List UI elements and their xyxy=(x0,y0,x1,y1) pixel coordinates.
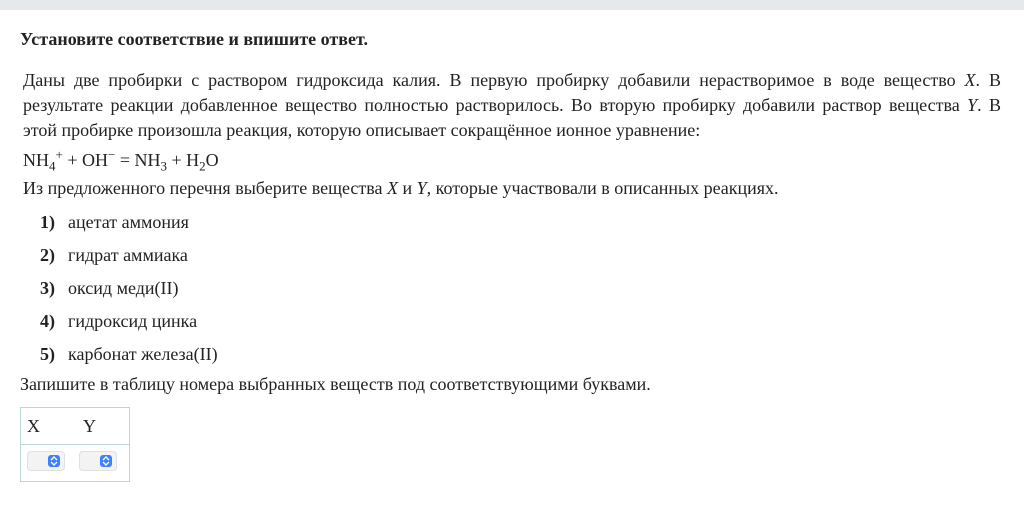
eq-sup-plus: + xyxy=(55,147,63,162)
question-x: X xyxy=(386,178,398,198)
eq-sub2: 2 xyxy=(199,158,206,174)
eq-oh: + OH xyxy=(62,150,108,170)
option-item xyxy=(40,243,1004,276)
option-item xyxy=(40,210,1004,243)
ionic-equation xyxy=(23,148,1004,172)
var-y: Y xyxy=(967,95,978,115)
question-text xyxy=(23,176,1004,200)
select-cell-y xyxy=(73,445,130,482)
eq-sup-minus: − xyxy=(108,147,116,162)
option-text: ацетат аммония xyxy=(68,212,189,232)
option-item xyxy=(40,342,1004,375)
eq-o: O xyxy=(205,150,219,170)
option-number: 5) xyxy=(40,344,55,364)
top-bar xyxy=(0,0,1024,10)
option-text: карбонат железа(II) xyxy=(68,344,218,364)
select-x[interactable] xyxy=(27,451,65,471)
answer-table-input-row xyxy=(21,445,130,482)
question-part2: , которые участвовали в описанных реакциях. xyxy=(426,178,779,198)
answer-table xyxy=(20,407,130,482)
instruction-title: Установите соответствие и впишите ответ. xyxy=(20,29,368,49)
header-y: Y xyxy=(73,408,130,445)
question-y: Y xyxy=(416,178,427,198)
answer-table-header-row xyxy=(21,408,130,445)
option-number: 2) xyxy=(40,245,55,265)
select-arrows-icon xyxy=(100,455,112,467)
select-arrows-icon xyxy=(48,455,60,467)
eq-h: + H xyxy=(167,150,200,170)
option-text: гидрат аммиака xyxy=(68,245,188,265)
table-prompt: Запишите в таблицу номера выбранных веществ под соответствующими буквами. xyxy=(20,374,651,394)
task-text xyxy=(23,68,1001,143)
task-text-part1: Даны две пробирки с раствором гидроксида калия. В первую пробирку добавили нерастворимое в воде вещество xyxy=(23,70,965,90)
var-x: X xyxy=(964,70,976,90)
option-number: 1) xyxy=(40,212,55,232)
eq-nh3: = NH xyxy=(115,150,161,170)
select-y[interactable] xyxy=(79,451,117,471)
eq-nh: NH xyxy=(23,150,49,170)
option-text: гидроксид цинка xyxy=(68,311,198,331)
option-text: оксид меди(II) xyxy=(68,278,179,298)
option-item xyxy=(40,309,1004,342)
question-and: и xyxy=(397,178,417,198)
select-cell-x xyxy=(21,445,74,482)
task-text-part3: . В этой пробирке произошла реакция, которую описывает сокращённое ионное уравнение: xyxy=(23,95,1001,140)
task-text-part2: . В результате реакции добавленное вещество полностью растворилось. Во вторую пробирку добавили раствор вещества xyxy=(23,70,1001,115)
header-x: X xyxy=(21,408,74,445)
question-part1: Из предложенного перечня выберите вещества xyxy=(23,178,387,198)
option-item xyxy=(40,276,1004,309)
eq-sub4: 4 xyxy=(49,158,56,174)
task-content xyxy=(20,10,1004,482)
option-number: 3) xyxy=(40,278,55,298)
eq-sub3: 3 xyxy=(160,158,167,174)
options-list xyxy=(40,210,1004,375)
option-number: 4) xyxy=(40,311,55,331)
